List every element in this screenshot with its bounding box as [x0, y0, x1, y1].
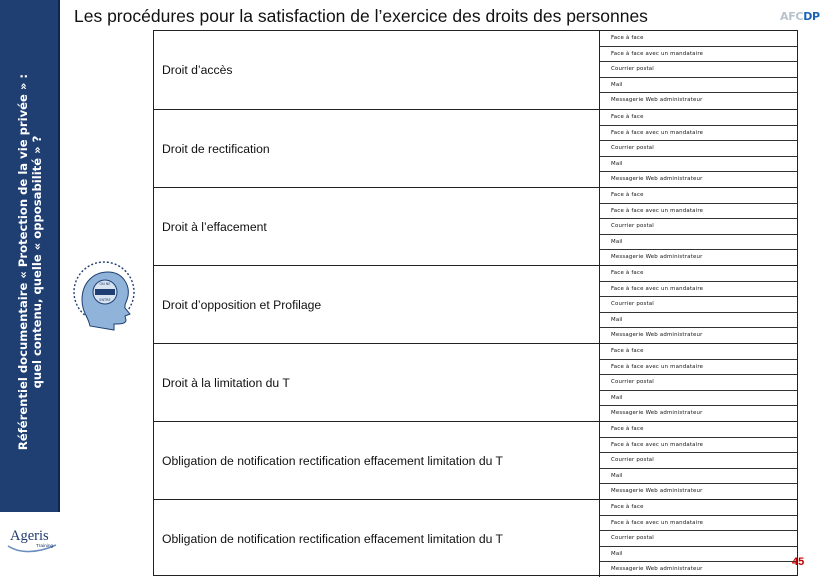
method-item: Messagerie Web administrateur — [611, 488, 703, 495]
page-number: 45 — [792, 556, 805, 568]
method-item: Courrier postal — [600, 531, 797, 547]
method-list — [599, 500, 797, 577]
method-item: Messagerie Web administrateur — [611, 410, 703, 417]
method-item: Face à face avec un mandataire — [600, 438, 797, 454]
method-item: Face à face avec un mandataire — [600, 282, 797, 298]
method-list — [599, 344, 797, 421]
afcdp-logo-part2: DP — [803, 10, 820, 23]
head-icon-top-text: ON NE — [99, 282, 111, 286]
right-section — [154, 343, 797, 421]
method-item: Face à face — [600, 500, 797, 516]
right-label: Droit à l’effacement — [162, 219, 267, 234]
method-item: Face à face avec un mandataire — [600, 360, 797, 376]
ageris-brand: Ageris — [10, 528, 49, 544]
method-item: Face à face avec un mandataire — [600, 516, 797, 532]
head-profile-icon — [68, 256, 138, 332]
right-label: Droit d’accès — [162, 63, 233, 77]
method-item: Courrier postal — [600, 375, 797, 391]
side-band — [0, 0, 60, 512]
rights-table — [153, 30, 798, 576]
method-item: Mail — [600, 313, 797, 329]
side-title — [16, 27, 44, 497]
method-item: Face à face avec un mandataire — [600, 126, 797, 142]
side-title-line2: quel contenu, quelle « opposabilité » ? — [30, 135, 44, 389]
right-section — [154, 499, 797, 577]
right-section — [154, 31, 797, 109]
afcdp-logo — [780, 10, 820, 23]
method-item: Courrier postal — [600, 62, 797, 78]
method-list — [599, 422, 797, 499]
right-label: Obligation de notification rectification effacement limitation du T — [162, 531, 503, 546]
method-item: Messagerie Web administrateur — [611, 332, 703, 339]
ageris-brand-sub: Training — [36, 544, 54, 549]
right-label: Droit de rectification — [162, 141, 270, 156]
method-item: Face à face — [600, 31, 797, 47]
method-item: Mail — [600, 78, 797, 94]
method-item: Face à face avec un mandataire — [600, 204, 797, 220]
method-item: Courrier postal — [600, 141, 797, 157]
method-item: Face à face — [600, 110, 797, 126]
right-section — [154, 421, 797, 499]
method-item: Mail — [600, 469, 797, 485]
right-label: Obligation de notification rectification effacement limitation du T — [162, 453, 503, 468]
afcdp-logo-part1: AFC — [780, 10, 804, 23]
method-item: Messagerie Web administrateur — [611, 176, 703, 183]
method-item: Messagerie Web administrateur — [611, 97, 703, 104]
right-section — [154, 109, 797, 187]
method-item: Face à face — [600, 422, 797, 438]
page-title: Les procédures pour la satisfaction de l’exercice des droits des personnes — [74, 6, 648, 26]
method-list — [599, 266, 797, 343]
method-item: Courrier postal — [600, 219, 797, 235]
method-item: Mail — [600, 547, 797, 563]
method-item: Messagerie Web administrateur — [611, 254, 703, 261]
method-list — [599, 31, 797, 109]
method-item: Messagerie Web administrateur — [611, 566, 703, 573]
method-item: Face à face — [600, 188, 797, 204]
method-item: Courrier postal — [600, 297, 797, 313]
ageris-logo — [6, 528, 58, 556]
method-list — [599, 110, 797, 187]
method-item: Mail — [600, 157, 797, 173]
method-item: Face à face — [600, 344, 797, 360]
method-list — [599, 188, 797, 265]
right-label: Droit à la limitation du T — [162, 375, 290, 390]
method-item: Mail — [600, 391, 797, 407]
method-item: Mail — [600, 235, 797, 251]
side-title-line1: Référentiel documentaire « Protection de la vie privée » : — [16, 73, 30, 451]
method-item: Face à face avec un mandataire — [600, 47, 797, 63]
right-section — [154, 187, 797, 265]
right-label: Droit d’opposition et Profilage — [162, 297, 322, 312]
head-icon-bottom-text: ENTRE — [99, 298, 111, 302]
method-item: Face à face — [600, 266, 797, 282]
method-item: Courrier postal — [600, 453, 797, 469]
right-section — [154, 265, 797, 343]
